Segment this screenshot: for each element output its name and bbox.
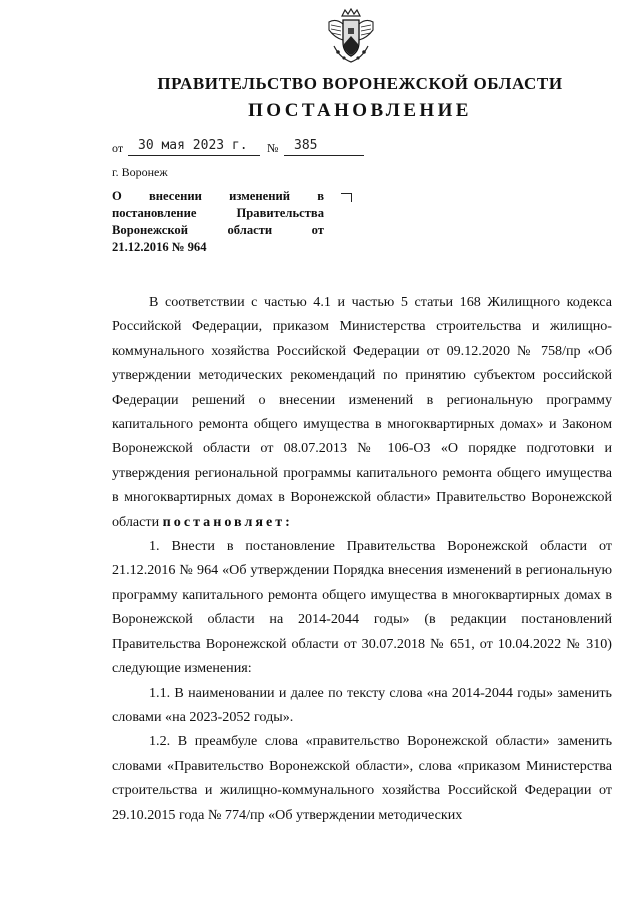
subject-line-2: постановление Правительства — [112, 206, 324, 220]
resolves-word: постановляет: — [162, 513, 293, 530]
document-type-title: ПОСТАНОВЛЕНИЕ — [248, 100, 472, 121]
item-1-1-paragraph: 1.1. В наименовании и далее по тексту слова «на 2014-2044 годы» заменить словами «на 2023-2052 годы». — [112, 684, 612, 725]
city-label: г. Воронеж — [112, 165, 168, 179]
date-number-row — [112, 138, 372, 158]
document-subject — [112, 188, 324, 256]
document-number: 385 — [294, 138, 318, 153]
subject-line-3: Воронежской области от — [112, 223, 324, 237]
coat-of-arms-icon — [326, 8, 376, 66]
date-prefix: от — [112, 141, 124, 155]
government-title: ПРАВИТЕЛЬСТВО ВОРОНЕЖСКОЙ ОБЛАСТИ — [157, 74, 563, 93]
preamble-paragraph — [112, 290, 612, 534]
document-body — [112, 290, 612, 827]
number-underline — [284, 155, 364, 156]
item-1-paragraph: 1. Внести в постановление Правительства Воронежской области от 21.12.2016 № 964 «Об утверждении Порядка внесения изменений в региональную программу капитального ремонта общего имущества в многоквартирных домах в Воронежской области на 2014-2044 годы» (в редакции постановлений Правительства Воронежской области от 30.07.2018 № 651, от 10.04.2022 № 310) следующие изменения: — [112, 538, 612, 677]
preamble-text: В соответствии с частью 4.1 и частью 5 статьи 168 Жилищного кодекса Российской Федерации, приказом Министерства строительства и жилищно-коммунального хозяйства Российской Федерации от 09.12.2020 № 758/пр «Об утверждении методических рекомендаций по принятию субъектом российской Федерации решений о внесении изменений в региональную программу капитального ремонта общего имущества в многоквартирных домах» и Законом Воронежской области от 08.07.2013 № 106-ОЗ «О порядке подготовки и утверждения региональной программы капитального ремонта общего имущества в многоквартирных домах в Воронежской области» Правительство Воронежской области — [112, 294, 612, 530]
subject-line-1: О внесении изменений в — [112, 189, 324, 203]
document-date: 30 мая 2023 г. — [138, 138, 248, 153]
item-1-2-paragraph: 1.2. В преамбуле слова «правительство Воронежской области» заменить словами «Правительство Воронежской области», слова «приказом Министерства строительства и жилищно-коммунального хозяйства Российской Федерации от 29.10.2015 года № 774/пр «Об утверждении методических — [112, 733, 612, 823]
corner-bracket-mark — [341, 193, 352, 202]
number-prefix: № — [267, 141, 279, 155]
subject-line-4: 21.12.2016 № 964 — [112, 240, 207, 254]
date-underline — [128, 155, 260, 156]
